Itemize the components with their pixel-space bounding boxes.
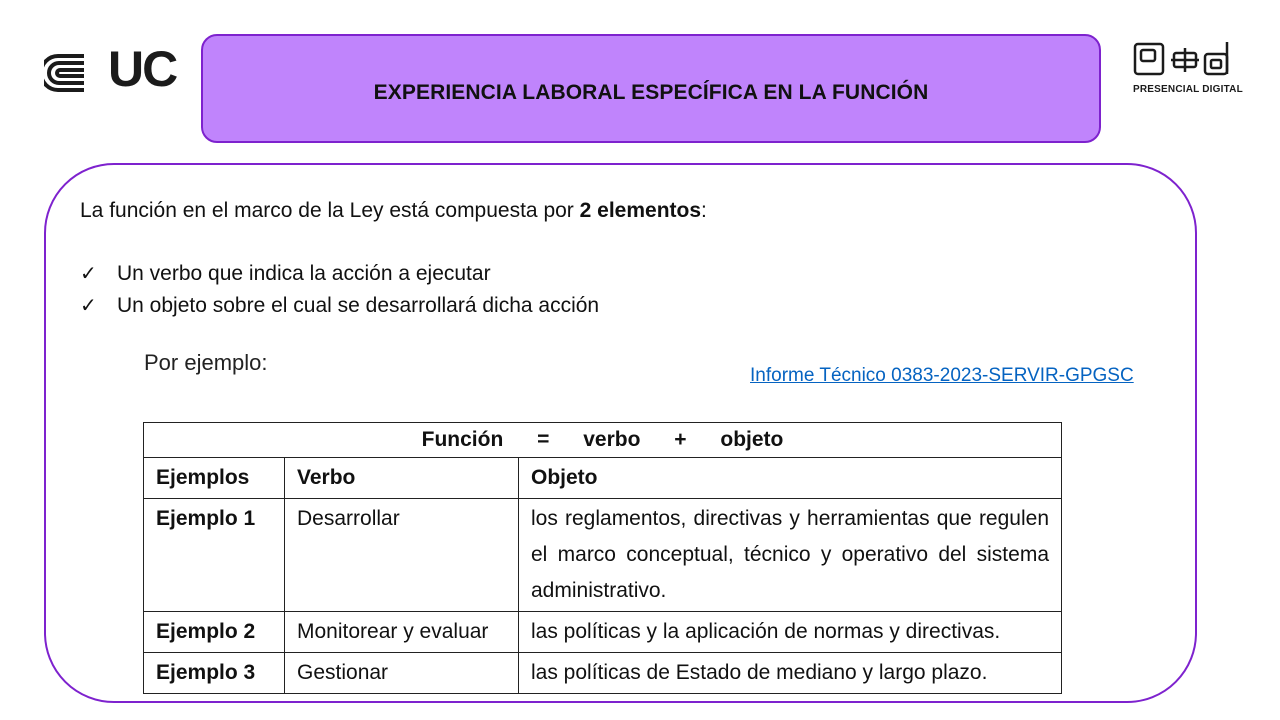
presencial-digital-logo (1133, 40, 1243, 100)
intro-prefix: La función en el marco de la Ley está compuesta por (80, 199, 580, 222)
row-verb: Gestionar (285, 653, 519, 694)
row-object: las políticas de Estado de mediano y largo plazo. (519, 653, 1062, 694)
uc-emblem-icon (44, 52, 104, 94)
function-examples-table (143, 422, 1062, 694)
column-header: Ejemplos (144, 458, 285, 499)
bullet-item (80, 261, 491, 286)
formula-object: objeto (720, 428, 784, 451)
row-object: las políticas y la aplicación de normas y directivas. (519, 612, 1062, 653)
row-object: los reglamentos, directivas y herramientas que regulen el marco conceptual, técnico y operativo del sistema administrativo. (519, 499, 1062, 612)
table-header-row (144, 458, 1062, 499)
column-header: Verbo (285, 458, 519, 499)
checkmark-icon: ✓ (80, 263, 97, 285)
row-verb: Monitorear y evaluar (285, 612, 519, 653)
formula-cell (144, 423, 1062, 458)
title-banner (201, 34, 1101, 143)
example-label: Por ejemplo: (144, 350, 268, 375)
bullet-item (80, 293, 599, 318)
intro-text (80, 199, 707, 223)
table-row (144, 499, 1062, 612)
row-label: Ejemplo 2 (144, 612, 285, 653)
pd-logo-caption: PRESENCIAL DIGITAL (1133, 84, 1243, 95)
row-label: Ejemplo 1 (144, 499, 285, 612)
table-row (144, 612, 1062, 653)
pd-emblem-icon (1133, 40, 1237, 80)
formula-row (144, 423, 1062, 458)
table-row (144, 653, 1062, 694)
formula-equals: = (537, 428, 550, 451)
bullet-text: Un verbo que indica la acción a ejecutar (117, 261, 491, 285)
page-title: EXPERIENCIA LABORAL ESPECÍFICA EN LA FUNCIÓN (373, 80, 929, 104)
row-verb: Desarrollar (285, 499, 519, 612)
row-label: Ejemplo 3 (144, 653, 285, 694)
formula-function: Función (421, 428, 504, 451)
formula-verb: verbo (583, 428, 641, 451)
report-link[interactable]: Informe Técnico 0383-2023-SERVIR-GPGSC (750, 365, 1134, 386)
checkmark-icon: ✓ (80, 295, 97, 317)
formula-plus: + (674, 428, 687, 451)
intro-bold: 2 elementos (579, 199, 702, 222)
uc-logo-text: UC (108, 41, 177, 97)
column-header: Objeto (519, 458, 1062, 499)
bullet-text: Un objeto sobre el cual se desarrollará dicha acción (117, 293, 600, 317)
uc-logo (44, 41, 189, 98)
intro-suffix: : (701, 199, 707, 222)
